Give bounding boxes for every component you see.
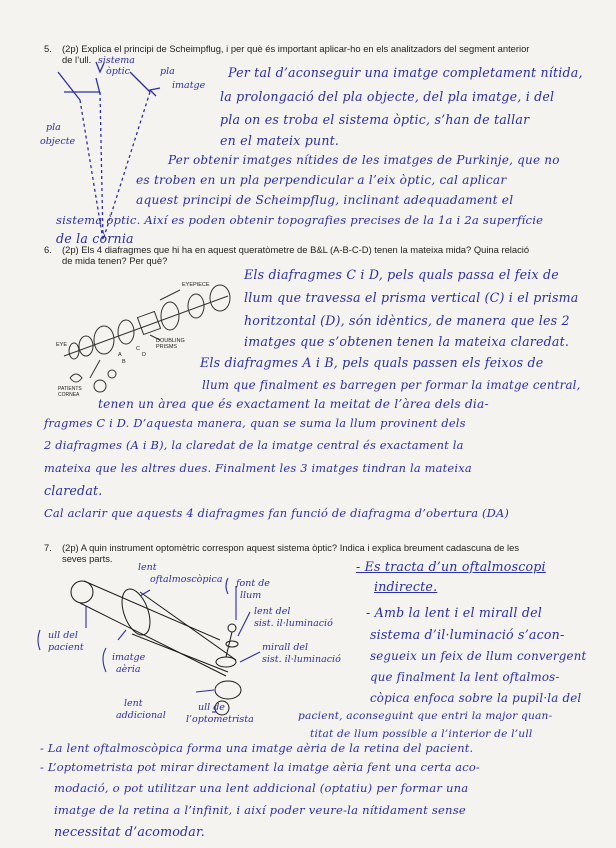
- answer7-line: indirecte.: [374, 579, 438, 594]
- answer5-line: pla on es troba el sistema òptic, s’han de tallar: [220, 112, 530, 127]
- fig6-label-eye: EYE: [56, 342, 68, 348]
- patient-eye: [71, 581, 93, 603]
- bracket: [38, 630, 40, 650]
- label-sistema: sistema: [98, 55, 135, 66]
- label-ull-optometrista: ull de: [198, 702, 225, 713]
- label-ull-pacient: ull del: [48, 630, 78, 641]
- fig6-label-doubling-prisms: DOUBLING PRISMS: [156, 338, 185, 350]
- label-pla-imatge: pla: [160, 66, 175, 77]
- label-lent-addicional-2: addicional: [116, 710, 166, 721]
- fig6-label-patients-cornea: PATIENTS CORNEA: [58, 386, 82, 398]
- illumination-mirror: [216, 657, 236, 667]
- answer6-line: llum que travessa el prisma vertical (C) i el prisma: [244, 290, 579, 305]
- answer6-line: imatges que s’obtenen tenen la mateixa claredat.: [244, 334, 570, 349]
- answer7-bottom-line: modació, o pot utilitzar una lent addicional (optatiu) per formar una: [54, 781, 469, 795]
- label-font-llum-2: llum: [240, 590, 262, 601]
- answer7-line: titat de llum possible a l’interior de l’ull: [310, 728, 533, 740]
- answer7-line: que finalment la lent oftalmos-: [370, 670, 560, 684]
- answer6-line: claredat.: [44, 483, 103, 498]
- additional-lens: [215, 681, 241, 699]
- label-lent-oftalmoscopica: lent: [138, 562, 157, 573]
- question-number: 6.: [44, 244, 52, 255]
- label-lent-oftalmoscopica-2: oftalmoscòpica: [150, 574, 223, 585]
- question-text-cont: seves parts.: [62, 553, 113, 564]
- label-mirall: mirall del: [262, 642, 309, 653]
- label-ull-optometrista-2: l’optometrista: [186, 714, 254, 725]
- answer7-line: segueix un feix de llum convergent: [370, 649, 587, 663]
- answer5-line: Per tal d’aconseguir una imatge completament nítida,: [228, 65, 583, 80]
- fig6-label-eyepiece: EYEPIECE: [182, 282, 210, 288]
- label-lent-il: lent del: [254, 606, 291, 617]
- answer6-line: horitzontal (D), són idèntics, de manera que les 2: [244, 313, 570, 328]
- answer6-line: llum que finalment es barregen per formar la imatge central,: [202, 378, 581, 392]
- ray: [132, 634, 228, 672]
- question-text: (2p) Els 4 diafragmes que hi ha en aquest queratòmetre de B&L (A-B-C-D) tenen la mateixa mida? Quina relació: [62, 244, 530, 255]
- question-text-cont: de mida tenen? Per què?: [62, 255, 168, 266]
- label-pla-objecte: pla: [46, 122, 61, 133]
- ray: [84, 581, 220, 640]
- answer6-line: Els diafragmes C i D, pels quals passa el feix de: [244, 267, 559, 282]
- fig6-label-c: C: [136, 346, 140, 352]
- answer5-line: en el mateix punt.: [220, 133, 340, 148]
- answer7-line: - Es tracta d’un oftalmoscopi: [356, 559, 546, 574]
- label-optic: òptic: [106, 66, 130, 77]
- question-text: (2p) Explica el principi de Scheimpflug, i per què és important aplicar-ho en els analitzadors del segment anterior: [62, 43, 530, 54]
- label-imatge-aeria: imatge: [112, 652, 146, 663]
- answer5-line: Per obtenir imatges nítides de les imatges de Purkinje, que no: [168, 153, 560, 167]
- bracket: [226, 578, 228, 594]
- question-number: 5.: [44, 43, 52, 54]
- label-mirall-2: sist. il·luminació: [262, 654, 341, 665]
- answer6-line: fragmes C i D. D’aquesta manera, quan se suma la llum provinent dels: [44, 416, 466, 430]
- answer5-line: la prolongació del pla objecte, del pla imatge, i del: [220, 89, 555, 104]
- answer6-line: Cal aclarir que aquests 4 diafragmes fan funció de diafragma d’obertura (DA): [44, 506, 510, 520]
- label-lent-il-2: sist. il·luminació: [254, 618, 333, 629]
- illumination-lens: [226, 641, 238, 647]
- arrow: [238, 612, 250, 636]
- label-lent-addicional: lent: [124, 698, 143, 709]
- answer7-line: pacient, aconseguint que entri la major quan-: [298, 710, 553, 722]
- label-ull-pacient-2: pacient: [48, 642, 84, 653]
- fig6-label-b: B: [122, 359, 126, 365]
- answer5-line: es troben en un pla perpendicular a l’eix òptic, cal aplicar: [136, 173, 507, 187]
- answer7-line: sistema d’il·luminació s’acon-: [370, 627, 565, 642]
- ray: [226, 632, 232, 657]
- arrow: [196, 690, 214, 692]
- question-text: (2p) A quin instrument optomètric correspon aquest sistema òptic? Indica i explica breument cadascuna de les: [62, 542, 520, 553]
- answer6-line: Els diafragmes A i B, pels quals passen els feixos de: [200, 355, 544, 370]
- label-pla-imatge-2: imatge: [172, 80, 206, 91]
- answer5-line: aquest principi de Scheimpflug, inclinant adequadament el: [136, 193, 514, 207]
- answer6-line: tenen un àrea que és exactament la meitat de l’àrea dels dia-: [98, 397, 489, 411]
- answer7-bottom-line: - La lent oftalmoscòpica forma una imatge aèria de la retina del pacient.: [40, 741, 474, 755]
- bracket: [103, 648, 106, 672]
- answer7-bottom-line: necessitat d’acomodar.: [54, 824, 205, 839]
- arrow: [118, 630, 126, 640]
- fig6-label-d: D: [142, 352, 146, 358]
- arrow: [240, 652, 260, 662]
- ray: [140, 592, 236, 660]
- label-font-llum: font de: [236, 578, 270, 589]
- ray: [80, 603, 226, 676]
- answer7-line: còpica enfoca sobre la pupil·la del: [370, 691, 582, 705]
- label-imatge-aeria-2: aèria: [116, 664, 141, 675]
- answer5-line: de la còrnia: [56, 231, 134, 246]
- answer6-line: mateixa que les altres dues. Finalment les 3 imatges tindran la mateixa: [44, 461, 472, 475]
- label-pla-objecte-2: objecte: [40, 136, 76, 147]
- answer7-bottom-line: - L’optometrista pot mirar directament la imatge aèria fent una certa aco-: [40, 760, 480, 774]
- answer5-line: sistema òptic. Així es poden obtenir topografies precises de la 1a i 2a superfície: [56, 213, 544, 227]
- question-number: 7.: [44, 542, 52, 553]
- fig6-label-a: A: [118, 352, 122, 358]
- answer7-bottom-line: imatge de la retina a l’infinit, i així poder veure-la nítidament sense: [54, 803, 466, 817]
- question-text-cont: de l’ull.: [62, 54, 92, 65]
- light-source: [228, 624, 236, 632]
- answer7-line: - Amb la lent i el mirall del: [366, 605, 542, 620]
- answer6-line: 2 diafragmes (A i B), la claredat de la imatge central és exactament la: [44, 438, 464, 452]
